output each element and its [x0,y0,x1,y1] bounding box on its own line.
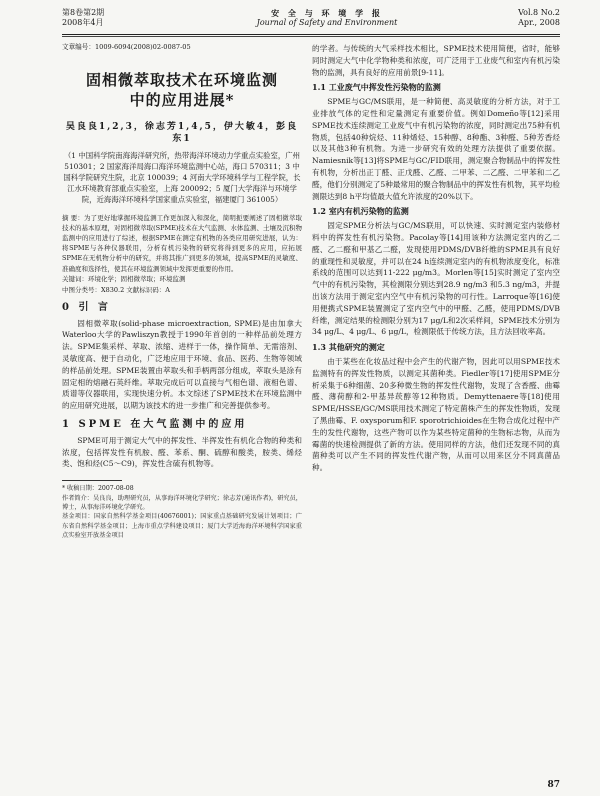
subsection-heading-1-1: 1.1 工业废气中挥发性污染物的监测 [312,82,441,93]
footnotes [62,484,302,540]
article-title [62,70,302,110]
right-continuation-paragraph: 的学者。与传统的大气采样技术相比，SPME技术使用简便，省时，能够同时测定大气中化学物种类和浓度，可广泛用于工业废气和室内有机污染物的监测，具有良好的应用前景[9-11]。 [312,44,560,77]
intro-paragraph: 固相微萃取(solid-phase microextraction, SPME)是由加拿大Waterloo大学的Pawliszyn教授于1990年首创的一种样品前处理方法。SPME集采样、萃取、浓缩、进样于一体，操作简单、无需溶剂、灵敏度高、便于自动化，广泛地应用于环境、食品、医药、生物等领域的样品前处理。SPME装置由萃取头和手柄两部分组成，萃取头是涂有固定相的熔融石英纤维。萃取完成后可以直接与气相色谱、液相色谱、质谱等仪器联用，实现快速分析。本文综述了SPME技术在环境监测中的应用研究进展，以期为该技术的进一步推广和完善提供参考。 [62,318,302,411]
subsection-1-1-paragraph: SPME与GC/MS联用，是一种简便、高灵敏度的分析方法，对于工业排放气体的定性和定量测定有重要价值。例如Domeño等[12]采用SPME技术连续测定工业废气中有机污染物的浓度，同时测定出75种有机物质，包括40种烷烃、11种烯烃、15种醇、8种酯、3种醛、5种芳香烃以及其他3种有机物。为进一步研究有效的处理方法提供了重要依据。Namiesnik等[13]将SPME与GC/FID联用，测定聚合物制品中的挥发性有机物，分析出正丁醛、正戊醛、乙醛、二甲苯、二乙醛、二甲苯和二乙醛，他们分别测定了5种最常用的聚合物制品中的挥发性有机物，其平均检测限达到8 h平均值最大值允许浓度的20%以下。 [312,97,560,201]
right-column [312,43,560,474]
title-line-1: 固相微萃取技术在环境监测 [85,71,278,89]
footnote-received: * 收稿日期：2007-08-08 [62,485,134,493]
abstract: 摘 要：为了更好地掌握环境监测工作更加深入和深化，简明扼要阐述了固相微萃取技术的基本原理，对固相微萃取(SPME)技术在大气监测、水体监测、土壤及沉积物监测中的应用进行了综述，根据SPME在测定有机物的各类应用研究进展，认为：将SPME与各种仪器联用，分析有机污染物的研究将得到更多的应用，应拓展SPME在无机物分析中的研究，并将其推广到更多的领域，提高SPME的灵敏度、准确度和选择性，使其在环境监测领域中发挥更重要的作用。 [62,213,302,273]
page-number: 87 [547,780,560,790]
section-1-paragraph: SPME可用于测定大气中的挥发性、半挥发性有机化合物的种类和浓度，包括挥发性有机胺、醛、苯系、酮、硫醇和酸类，胺类、烯烃类、饱和烃(C5～C9)，挥发性含硫有机物等。 [62,435,302,469]
subsection-heading-1-3: 1.3 其他研究的测定 [312,342,385,353]
journal-name-cn: 安 全 与 环 境 学 报 [271,8,383,18]
footnote-rule [62,480,122,481]
section-heading-intro: 0 引 言 [62,301,111,313]
classification-codes: 中图分类号：X830.2 文献标识码：A [62,285,170,294]
footnote-author: 作者简介：吴良良，助理研究员，从事海洋环境化学研究；徐志芳(通讯作者)，研究员，博士，从事海洋环境化学研究。 [62,494,302,511]
header-volume [518,8,560,28]
title-line-2: 中的应用进展* [129,91,235,109]
header-rule [62,34,560,35]
section-heading-1: 1 SPME 在大气监测中的应用 [62,418,248,430]
header-volume-cn: 第8卷第2期 [62,8,105,17]
journal-name-en: Journal of Safety and Environment [256,18,398,27]
header-volume-en: Vol.8 No.2 [518,8,560,17]
header-date-en: Apr., 2008 [518,18,560,27]
footnote-fund: 基金项目：国家自然科学基金项目(40676001)；国家重点基础研究发展计划项目；广东省自然科学基金项目；上海市重点学科建设项目；厦门大学近海海洋环境科学国家重点实验室开放基金项目 [62,513,302,540]
left-column [62,43,302,541]
subsection-heading-1-2: 1.2 室内有机污染物的监测 [312,206,409,217]
header-rule-thin [62,36,560,37]
subsection-1-3-paragraph: 由于某些在化妆品过程中会产生的代谢产物，因此可以用SPME技术监测特有的挥发性物质，以测定其菌种类。Fiedler等[17]使用SPME分析采集于6种细菌、20多种微生物的挥发性代谢物，发现了含香醛、曲霉醛、薄荷醇和2-甲基异莰醇等12种物质。Demyttenaere等[18]使用SPME/HSSE/GC/MS联用技术测定了特定菌株产生的挥发性物质，发现了黑曲霉、F. oxysporum和F. sporotrichioides在生物合成化过程中产生的发性代谢物，这些产物可以作为某些特定菌种的生物标志物，从而为霉菌的快速检测提供了新的方法。使用同样的方法，他们还发现不同的真菌种类可以产生不同的挥发性代谢产物，从而可以用来区分不同真菌品种。 [312,356,560,473]
subsection-1-2-paragraph: 固定SPME分析法与GC/MS联用，可以快速、实时测定室内装修材料中的挥发性有机污染物。Pacolay等[14]用该种方法测定室内的乙二醛、乙二醛和甲基乙二醛，发现使用PDMS/DVB纤维的SPME具有良好的重现性和灵敏度，并可以在24 h连续测定室内的有机物浓度变化，标准系线的范围可以达到11-222 μg/m3。Morlen等[15]实时测定了室内空气中的有机污染物，其检测限分别达到28.9 ng/m3 和5.3 ng/m3，并提出该方法用于测定室内空气中有机污染物的可行性。Larroque等[16]使用便携式SPME装置测定了室内空气中的甲醛、乙醛，使用PDMS/DVB纤维，测定结果的检测限分别为17 μg/L和2次采样间，SPME技术分别为34 μg/L、4 μg/L、6 μg/L，检测限低于传统方法，且方法回收率高。 [312,221,560,337]
author-list: 吴良良1,2,3，徐志芳1,4,5，伊大敏4，彭良东1 [65,122,299,144]
header-journal [232,8,422,28]
article-number: 文章编号：1009-6094(2008)02-0087-05 [62,43,191,51]
affiliations: （1 中国科学院南海海洋研究所，热带海洋环境动力学重点实验室，广州 510301；2 国家海洋局海口海洋环境监测中心站，海口 570311；3 中国科学院研究生院，北京 100039；4 河南大学环境科学与工程学院，长江水环境教育部重点实验室，上海 200092；5 厦门大学海洋与环境学院，近海海洋环境科学国家重点实验室，福建厦门 361005） [63,150,301,204]
header-issue [62,8,104,28]
keywords: 关键词：环境化学；固相微萃取；环境监测 [62,274,186,283]
header-date-cn: 2008年4月 [62,18,104,27]
running-header [62,8,560,36]
